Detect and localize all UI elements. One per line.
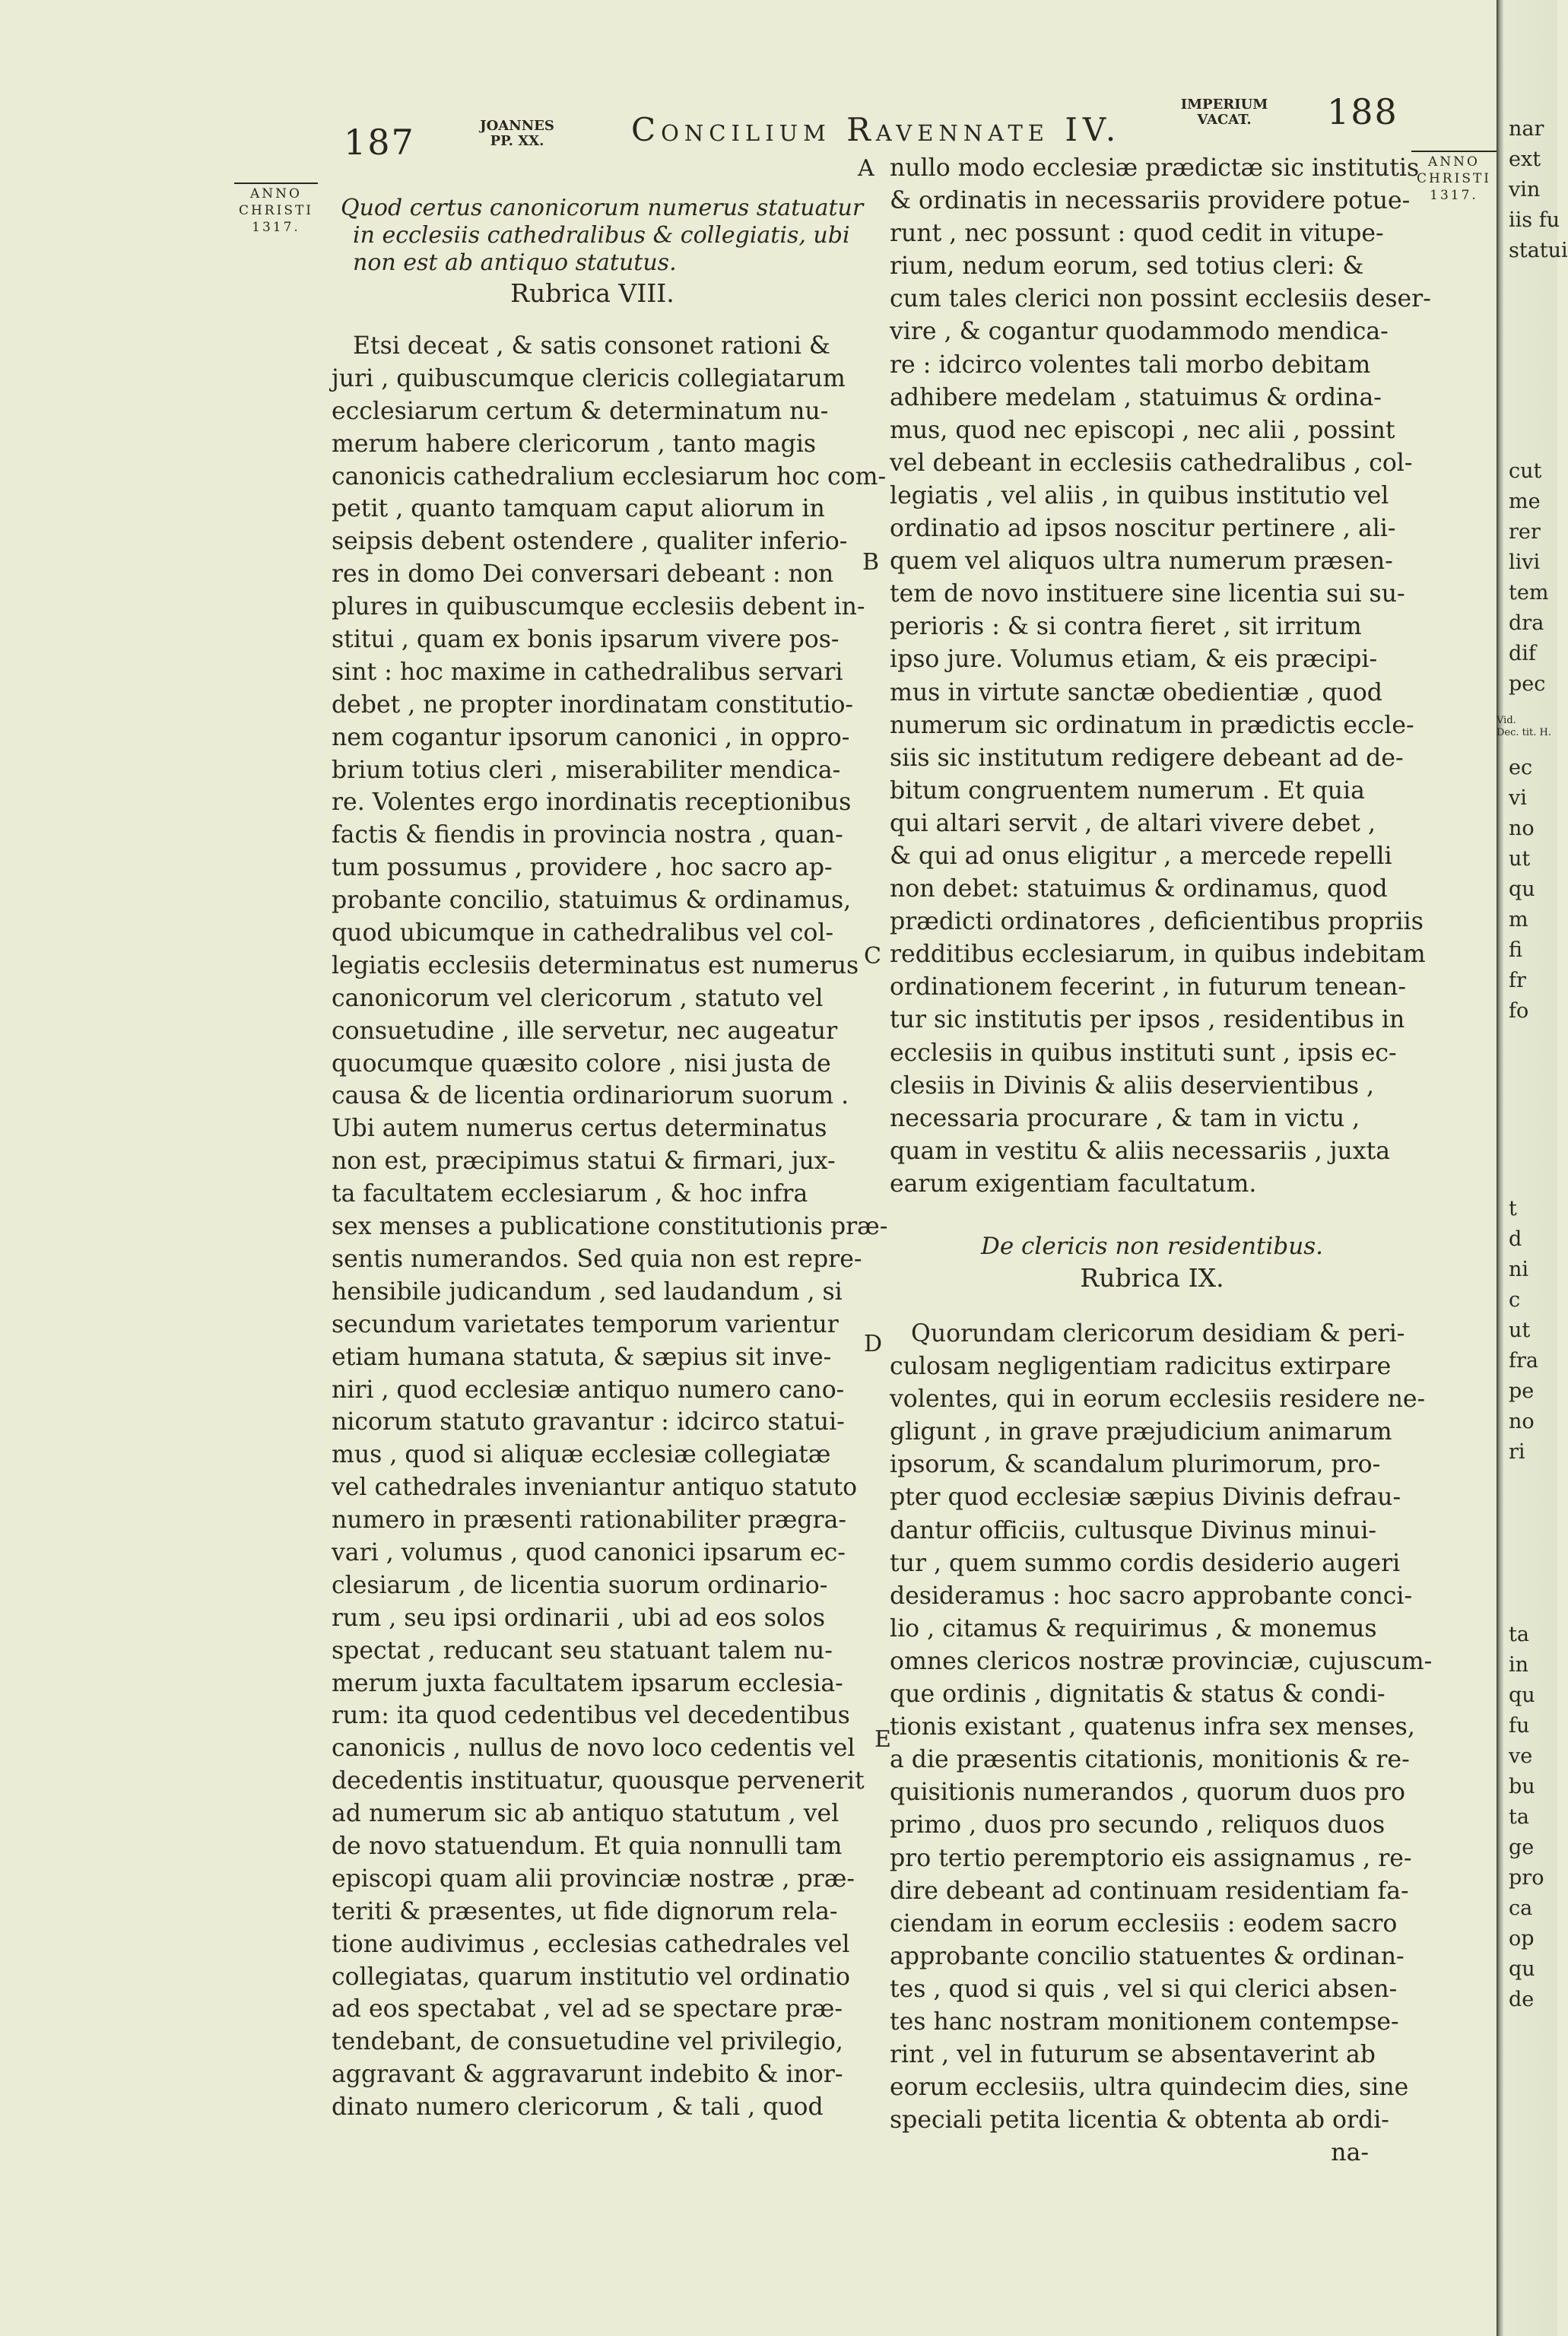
text-line: ordinationem fecerint , in futurum tenean- [890,973,1406,1001]
margin-letter-c: C [864,943,881,970]
text-line: quem vel aliquos ultra numerum præsen- [890,548,1393,576]
text-line: speciali petita licentia & obtenta ab ordi- [890,2106,1389,2134]
edge-last-lines [1497,1620,1550,2015]
text-line: vel debeant in ecclesiis cathedralibus , col- [890,449,1413,477]
edge-fragment: rer [1509,520,1541,544]
text-line: que ordinis , dignitatis & status & condi- [890,1681,1385,1709]
text-line: probante concilio, statuimus & ordinamus, [332,887,852,915]
margin-letter-d: D [864,1331,883,1357]
right-column [890,152,1433,2169]
text-line: rint , vel in futurum se absentaverint ab [890,2041,1376,2069]
right-page-number: 188 [1327,91,1398,132]
pope-name: JOANNES [480,118,554,134]
text-line: re : idcirco volentes tali morbo debitam [890,351,1371,379]
text-line: tionis existant , quatenus infra sex menses, [890,1713,1415,1741]
left-body-text [332,330,888,2124]
text-line: ad eos spectabat , vel ad se spectare præ- [332,1995,843,2023]
text-line: consuetudine , ille servetur, nec augeatur [332,1017,838,1045]
text-line: tendebant, de consuetudine vel privilegio, [332,2028,843,2056]
text-line: bitum congruentem numerum . Et quia [890,776,1365,805]
text-line: non est, præcipimus statui & firmari, jux- [332,1147,836,1176]
edge-fragment: ut [1509,1319,1531,1342]
text-line: dinato numero clericorum , & tali , quod [332,2093,824,2122]
text-line: Quorundam clericorum desidiam & peri- [911,1320,1405,1347]
text-line: tes hanc nostram monitionem contempse- [890,2008,1399,2036]
section-title-viii [332,195,864,277]
edge-fragment: ca [1509,1896,1533,1920]
text-line: legiatis , vel aliis , in quibus institutio vel [890,481,1389,509]
text-line: rum: ita quod cedentibus vel decedentibus [332,1702,850,1730]
edge-fragment: fra [1509,1349,1538,1373]
pope-title: PP. XX. [490,133,544,149]
edge-fragment: vin [1509,178,1541,202]
edge-fragment: m [1509,908,1528,932]
rubric-viii: Rubrica VIII. [510,278,674,308]
edge-note-line: Dec. tit. H. [1497,727,1552,738]
edge-fragment: qu [1509,1957,1535,1981]
text-line: tem de novo instituere sine licentia sui su- [890,580,1405,608]
edge-fragment: pec [1509,672,1546,696]
text-line: dantur officiis, cultusque Divinus minui- [890,1516,1377,1544]
text-line: nicorum statuto gravantur : idcirco statui- [332,1408,845,1436]
text-line: nullo modo ecclesiæ prædictæ sic institutis [890,154,1420,182]
right-empire-label [1175,97,1274,128]
edge-fragment: iis fu [1509,208,1560,232]
text-line: merum habere clericorum , tanto magis [332,430,817,458]
title-line: non est ab antiquo statutus. [353,249,677,276]
text-line: qui altari servit , de altari vivere debet , [890,809,1376,837]
text-line: gligunt , in grave præjudicium animarum [890,1418,1392,1446]
anno-left-label: ANNO [234,182,318,202]
text-line: prædicti ordinatores , deficientibus propriis [890,908,1424,936]
text-line: tur sic institutis per ipsos , residentibus in [890,1006,1405,1034]
left-pope-label [479,119,555,149]
text-line: canonicis cathedralium ecclesiarum hoc com- [332,462,887,490]
edge-fragment: ec [1509,756,1533,779]
text-line: teriti & præsentes, ut fide dignorum rela- [332,1897,838,1925]
edge-fragment: no [1509,817,1535,840]
text-line: ad numerum sic ab antiquo statutum , vel [332,1800,840,1828]
empire-name: IMPERIUM [1180,97,1268,113]
edge-fragment: qu [1509,878,1535,901]
text-line: approbante concilio statuentes & ordinan- [890,1942,1405,1970]
edge-fragment: statui [1509,239,1568,262]
margin-letter-e: E [874,1726,891,1753]
text-line: numero in præsenti rationabiliter prægra- [332,1506,847,1535]
anno-right-label: ANNO [1411,151,1497,170]
left-column [332,195,888,2124]
edge-fragment: ta [1509,1805,1529,1829]
text-line: runt , nec possunt : quod cedit in vitupe- [890,220,1384,248]
text-line: tur , quem summo cordis desiderio augeri [890,1549,1401,1577]
text-line: desideramus : hoc sacro approbante conci- [890,1582,1413,1610]
edge-fragment: fo [1509,999,1529,1023]
text-line: sint : hoc maxime in cathedralibus servari [332,658,843,686]
text-line: secundum varietates temporum varientur [332,1310,839,1338]
edge-fragment: d [1509,1227,1522,1251]
text-line: clesiis in Divinis & aliis deservientibus , [890,1071,1375,1100]
edge-fragment: no [1509,1410,1535,1433]
text-line: perioris : & si contra fieret , sit irritum [890,613,1362,641]
text-line: sex menses a publicatione constitutionis præ- [332,1213,888,1241]
anno-left [234,182,318,236]
text-line: rium, nedum eorum, sed totius cleri: & [890,252,1364,281]
text-line: cum tales clerici non possint ecclesiis deser- [890,285,1431,313]
anno-right-christi: CHRISTI [1416,171,1492,186]
rubric-ix: Rubrica IX. [1080,1263,1224,1293]
text-line: vari , volumus , quod canonici ipsarum ec- [332,1538,846,1566]
edge-fragment: ri [1509,1440,1525,1464]
text-line: merum juxta facultatem ipsarum ecclesia- [332,1669,843,1697]
margin-letter-b: B [862,549,880,576]
text-line: Etsi deceat , & satis consonet rationi & [353,332,830,360]
text-line: seipsis debent ostendere , qualiter inferio- [332,528,848,556]
text-line: quisitionis numerandos , quorum duos pro [890,1779,1405,1807]
text-line: quod ubicumque in cathedralibus vel col- [332,919,834,947]
text-line: episcopi quam alii provinciæ nostræ , præ- [332,1865,855,1893]
edge-fragment: tem [1509,581,1549,605]
text-line: plures in quibuscumque ecclesiis debent in- [332,593,865,621]
edge-mid-lines [1497,456,1550,700]
text-line: quam in vestitu & aliis necessariis , juxta [890,1137,1391,1165]
text-line: ciendam in eorum ecclesiis : eodem sacro [890,1909,1398,1938]
text-line: sentis numerandos. Sed quia non est repre- [332,1245,862,1273]
edge-fragment: bu [1509,1775,1535,1798]
text-line: a die præsentis citationis, monitionis & re- [890,1746,1410,1774]
edge-fragment: dra [1509,611,1544,635]
anno-left-year: 1317. [252,220,300,235]
edge-fragment: fi [1509,938,1523,962]
section-title-ix: De clericis non residentibus. [981,1233,1323,1260]
right-body-bottom [890,1318,1433,2169]
text-line: aggravant & aggravarunt indebito & inor- [332,2061,843,2089]
text-line: tione audivimus , ecclesias cathedrales vel [332,1930,850,1958]
edge-fragment: ext [1509,148,1541,171]
edge-fragment: de [1509,1988,1535,2011]
edge-fragment: qu [1509,1684,1535,1707]
anno-right [1411,151,1497,204]
text-line: mus , quod si aliquæ ecclesiæ collegiatæ [332,1441,831,1469]
text-line: culosam negligentiam radicitus extirpare [890,1353,1392,1381]
text-line: de novo statuendum. Et quia nonnulli tam [332,1832,843,1860]
text-line: collegiatas, quarum institutio vel ordinatio [332,1963,850,1991]
text-line: rum , seu ipsi ordinarii , ubi ad eos solos [332,1604,826,1632]
title-line: Quod certus canonicorum numerus statuatur [341,195,864,221]
text-line: decedentis instituatur, quousque pervenerit [332,1767,865,1795]
text-line: ta facultatem ecclesiarum , & hoc infra [332,1180,808,1208]
text-line: re. Volentes ergo inordinatis receptionibus [332,789,852,817]
empire-status: VACAT. [1197,112,1252,128]
text-line: ordinatio ad ipsos noscitur pertinere , ali- [890,515,1396,543]
next-page-edge [1497,0,1568,2336]
text-line: tum possumus , providere , hoc sacro ap- [332,854,833,882]
text-line: vel cathedrales inveniantur antiquo statuto [332,1474,858,1502]
text-line: ecclesiarum certum & determinatum nu- [332,397,829,425]
text-line: canonicorum vel clericorum , statuto vel [332,984,824,1012]
edge-lower-lines [1497,753,1550,1027]
text-line: brium totius cleri , miserabiliter mendica- [332,756,841,784]
edge-fragment: fr [1509,969,1526,992]
title-line: in ecclesiis cathedralibus & collegiatis, ubi [353,222,850,249]
text-line: mus in virtute sanctæ obedientiæ , quod [890,678,1382,706]
edge-fragment: fu [1509,1714,1530,1738]
text-line: na- [1331,2139,1369,2167]
text-line: adhibere medelam , statuimus & ordina- [890,383,1382,411]
text-line: niri , quod ecclesiæ antiquo numero cano- [332,1376,845,1404]
edge-fragment: cut [1509,459,1542,483]
edge-note-line: Vid. [1497,715,1516,726]
text-line: juri , quibuscumque clericis collegiatarum [332,364,846,392]
edge-fragment: dif [1509,642,1536,665]
running-title: Concilium Ravennate IV. [631,111,1122,148]
edge-fragment: t [1509,1197,1517,1220]
text-line: & qui ad onus eligitur , a mercede repelli [890,842,1392,870]
text-line: ipsorum, & scandalum plurimorum, pro- [890,1451,1381,1479]
edge-fragment: ut [1509,847,1531,871]
text-line: causa & de licentia ordinariorum suorum . [332,1082,849,1110]
text-line: vire , & cogantur quodammodo mendica- [890,318,1389,346]
edge-margin-note [1497,715,1551,739]
edge-fragment: me [1509,490,1541,513]
edge-fragment: op [1509,1927,1535,1950]
text-line: primo , duos pro secundo , reliquos duos [890,1811,1385,1839]
text-line: spectat , reducant seu statuant talem nu- [332,1636,833,1665]
text-line: Ubi autem numerus certus determinatus [332,1115,827,1143]
edge-top-lines [1497,114,1568,266]
text-line: legiatis ecclesiis determinatus est numerus [332,951,859,979]
text-line: hensibile judicandum , sed laudandum , si [332,1278,843,1306]
edge-fragment: in [1509,1653,1529,1677]
text-line: eorum ecclesiis, ultra quindecim dies, sine [890,2074,1409,2102]
edge-fragment: nar [1509,117,1544,141]
text-line: canonicis , nullus de novo loco cedentis vel [332,1735,855,1763]
left-page-number: 187 [344,122,415,163]
edge-fragment: ni [1509,1258,1529,1281]
text-line: lio , citamus & requirimus , & monemus [890,1614,1377,1642]
text-line: earum exigentiam facultatum. [890,1170,1257,1198]
right-body-top [890,152,1431,1201]
text-line: debet , ne propter inordinatam constitutio- [332,690,854,719]
text-line: tes , quod si quis , vel si qui clerici absen- [890,1975,1398,2003]
edge-fragment: pro [1509,1866,1544,1890]
text-line: petit , quanto tamquam caput aliorum in [332,495,825,523]
edge-fragment: ve [1509,1744,1533,1768]
text-line: etiam humana statuta, & sæpius sit inve- [332,1343,832,1371]
text-line: & ordinatis in necessariis providere potue- [890,187,1411,215]
text-line: res in domo Dei conversari debeant : non [332,560,834,589]
edge-fragment: c [1509,1288,1521,1312]
text-line: stitui , quam ex bonis ipsarum vivere pos- [332,626,840,654]
text-line: ipso jure. Volumus etiam, & eis præcipi- [890,646,1378,674]
edge-fragment: ge [1509,1836,1535,1859]
text-line: redditibus ecclesiarum, in quibus indebitam [890,941,1426,969]
edge-fragment: vi [1509,786,1527,810]
text-line: factis & fiendis in provincia nostra , quan- [332,821,843,849]
edge-fragment: ta [1509,1623,1529,1646]
text-line: dire debeant ad continuam residentiam fa- [890,1877,1409,1905]
text-line: numerum sic ordinatum in prædictis eccle- [890,711,1414,739]
anno-right-year: 1317. [1430,188,1478,203]
text-line: quocumque quæsito colore , nisi justa de [332,1049,831,1078]
text-line: non debet: statuimus & ordinamus, quod [890,875,1388,903]
text-line: nem cogantur ipsorum canonici , in oppro- [332,723,850,751]
anno-left-christi: CHRISTI [238,203,314,218]
margin-letter-a: A [858,155,874,182]
edge-fragment: livi [1509,551,1541,574]
text-line: pter quod ecclesiæ sæpius Divinis defrau- [890,1484,1401,1512]
text-line: necessaria procurare , & tam in victu , [890,1104,1360,1132]
text-line: volentes, qui in eorum ecclesiis residere ne- [890,1385,1426,1414]
text-line: mus, quod nec episcopi , nec alii , possint [890,416,1395,444]
edge-fragment: pe [1509,1379,1535,1403]
edge-bottom-lines [1497,1194,1550,1468]
text-line: omnes clericos nostræ provinciæ, cujuscum- [890,1647,1433,1675]
text-line: clesiarum , de licentia suorum ordinario- [332,1571,828,1599]
text-line: pro tertio peremptorio eis assignamus , re- [890,1844,1412,1872]
text-line: siis sic institutum redigere debeant ad de- [890,744,1404,772]
text-line: ecclesiis in quibus instituti sunt , ipsis ec- [890,1039,1397,1067]
